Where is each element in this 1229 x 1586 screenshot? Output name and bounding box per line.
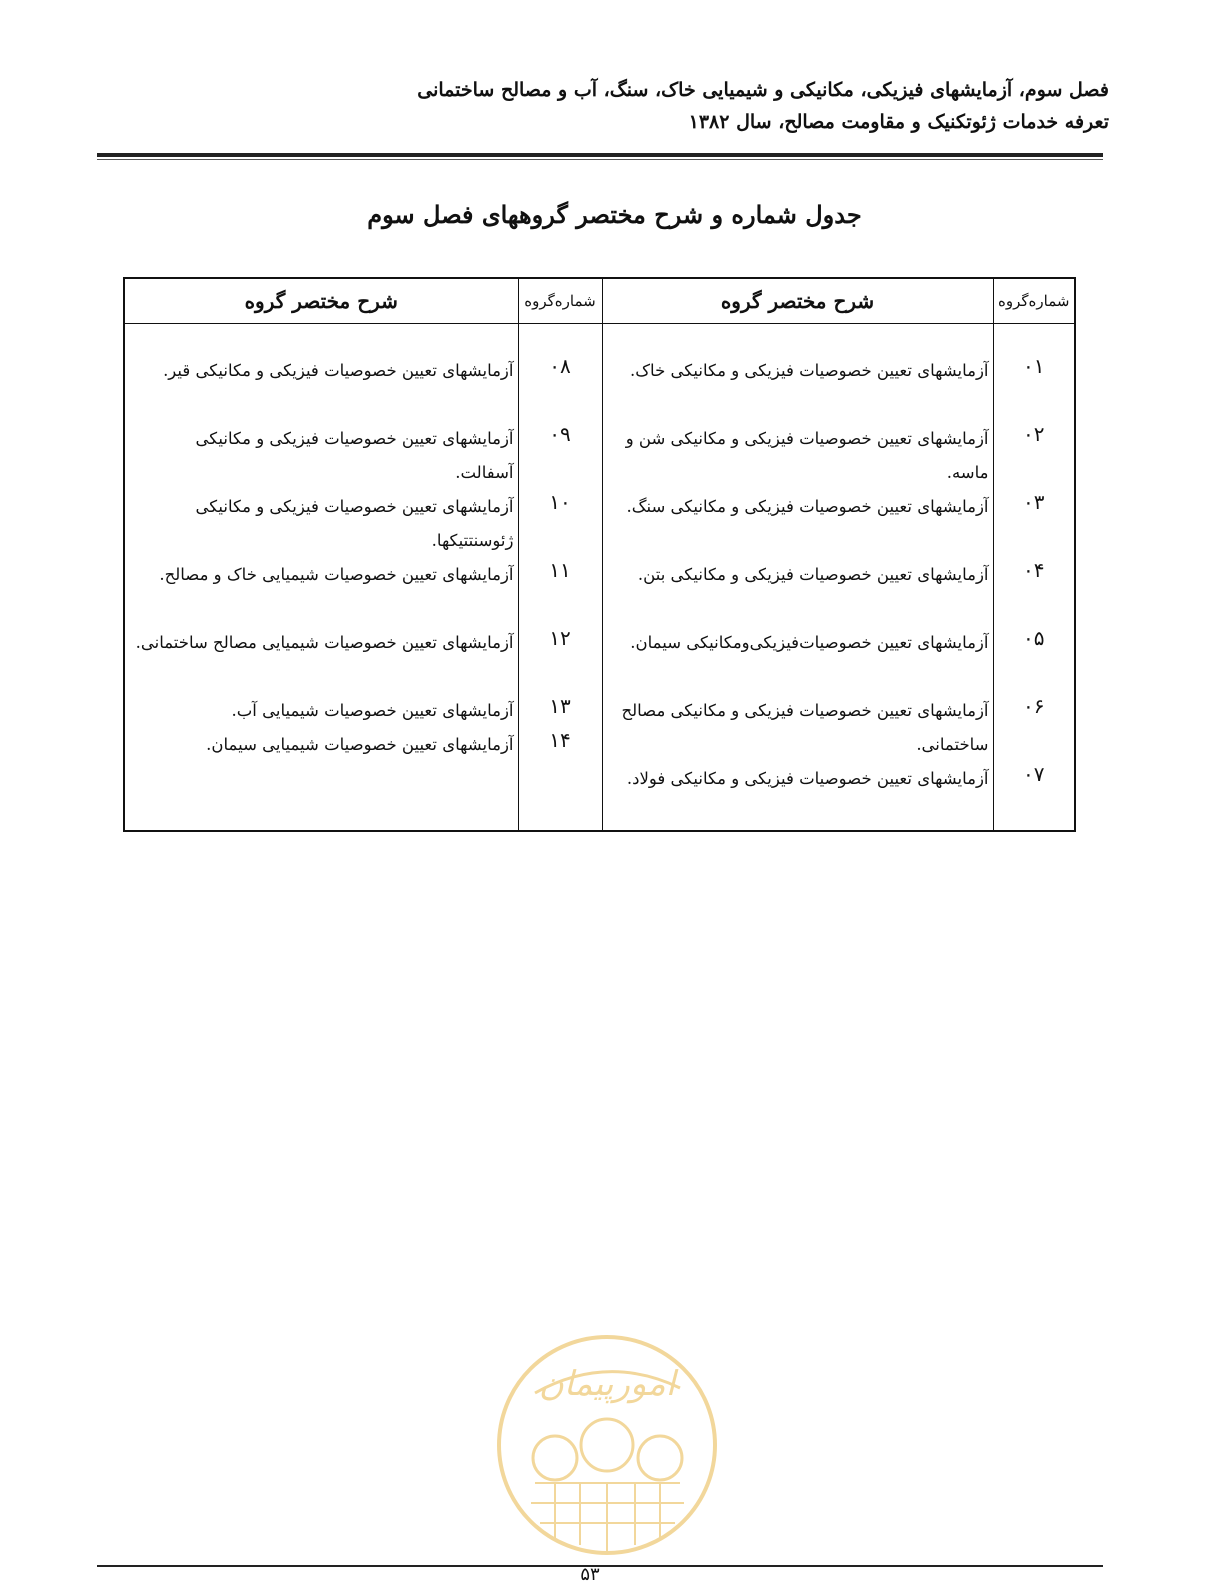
group-number: ۱۲	[549, 626, 571, 650]
groups-table	[123, 277, 1076, 832]
group-number: ۰۷	[1023, 762, 1045, 786]
group-description: آزمایشهای تعیین خصوصیات فیزیکی و مکانیکی سنگ.	[626, 497, 989, 516]
table-title: جدول شماره و شرح مختصر گروههای فصل سوم	[367, 200, 862, 229]
group-number: ۱۱	[549, 558, 571, 582]
group-description: آزمایشهای تعیین خصوصیات‌فیزیکی‌و‌مکانیکی سیمان.	[630, 633, 989, 652]
num-header-right: شماره‌گروه	[993, 278, 1075, 324]
header-chapter-title: فصل سوم، آزمایشهای فیزیکی، مکانیکی و شیمیایی خاک، سنگ، آب و مصالح ساختمانی	[417, 79, 1109, 101]
group-number: ۰۹	[549, 422, 571, 446]
group-description: آزمایشهای تعیین خصوصیات شیمیایی خاک و مصالح.	[159, 565, 514, 584]
group-description: آزمایشهای تعیین خصوصیات فیزیکی و مکانیکی شن و ماسه.	[625, 429, 989, 482]
group-number: ۱۳	[549, 694, 571, 718]
group-number: ۰۳	[1023, 490, 1045, 514]
group-description: آزمایشهای تعیین خصوصیات فیزیکی و مکانیکی فولاد.	[626, 769, 989, 788]
header-tariff-title: تعرفه خدمات ژئوتکنیک و مقاومت مصالح، سال ۱۳۸۲	[688, 111, 1109, 133]
table-body-row	[124, 324, 1075, 832]
group-description: آزمایشهای تعیین خصوصیات فیزیکی و مکانیکی آسفالت.	[195, 429, 514, 482]
desc-header-left: شرح مختصر گروه	[124, 278, 518, 324]
group-description: آزمایشهای تعیین خصوصیات شیمیایی مصالح ساختمانی.	[135, 633, 514, 652]
group-description: آزمایشهای تعیین خصوصیات فیزیکی و مکانیکی مصالح ساختمانی.	[621, 701, 989, 754]
group-number: ۱۰	[549, 490, 571, 514]
group-number: ۰۱	[1023, 354, 1045, 378]
group-description: آزمایشهای تعیین خصوصیات فیزیکی و مکانیکی ژئوسنتتیکها.	[195, 497, 514, 550]
group-number: ۰۶	[1023, 694, 1045, 718]
desc-column-left	[124, 324, 518, 832]
watermark-logo	[495, 1333, 720, 1558]
group-description: آزمایشهای تعیین خصوصیات شیمیایی آب.	[231, 701, 514, 720]
num-column-right	[993, 324, 1075, 832]
header-rule-thin	[97, 159, 1103, 160]
page-number: ۵۳	[580, 1566, 600, 1585]
header-rule	[97, 153, 1103, 157]
group-description: آزمایشهای تعیین خصوصیات فیزیکی و مکانیکی قیر.	[163, 361, 514, 380]
group-number: ۱۴	[549, 728, 571, 752]
num-header-left: شماره‌گروه	[518, 278, 602, 324]
group-number: ۰۸	[549, 354, 571, 378]
num-column-left	[518, 324, 602, 832]
group-description: آزمایشهای تعیین خصوصیات فیزیکی و مکانیکی خاک.	[630, 361, 989, 380]
desc-header-right: شرح مختصر گروه	[602, 278, 993, 324]
page-header	[109, 74, 1109, 138]
group-number: ۰۴	[1023, 558, 1045, 582]
table-header-row	[124, 278, 1075, 324]
svg-text:امورپیمان: امورپیمان	[538, 1364, 676, 1404]
desc-column-right	[602, 324, 993, 832]
group-description: آزمایشهای تعیین خصوصیات شیمیایی سیمان.	[206, 735, 514, 754]
group-description: آزمایشهای تعیین خصوصیات فیزیکی و مکانیکی بتن.	[637, 565, 989, 584]
group-number: ۰۵	[1023, 626, 1045, 650]
group-number: ۰۲	[1023, 422, 1045, 446]
